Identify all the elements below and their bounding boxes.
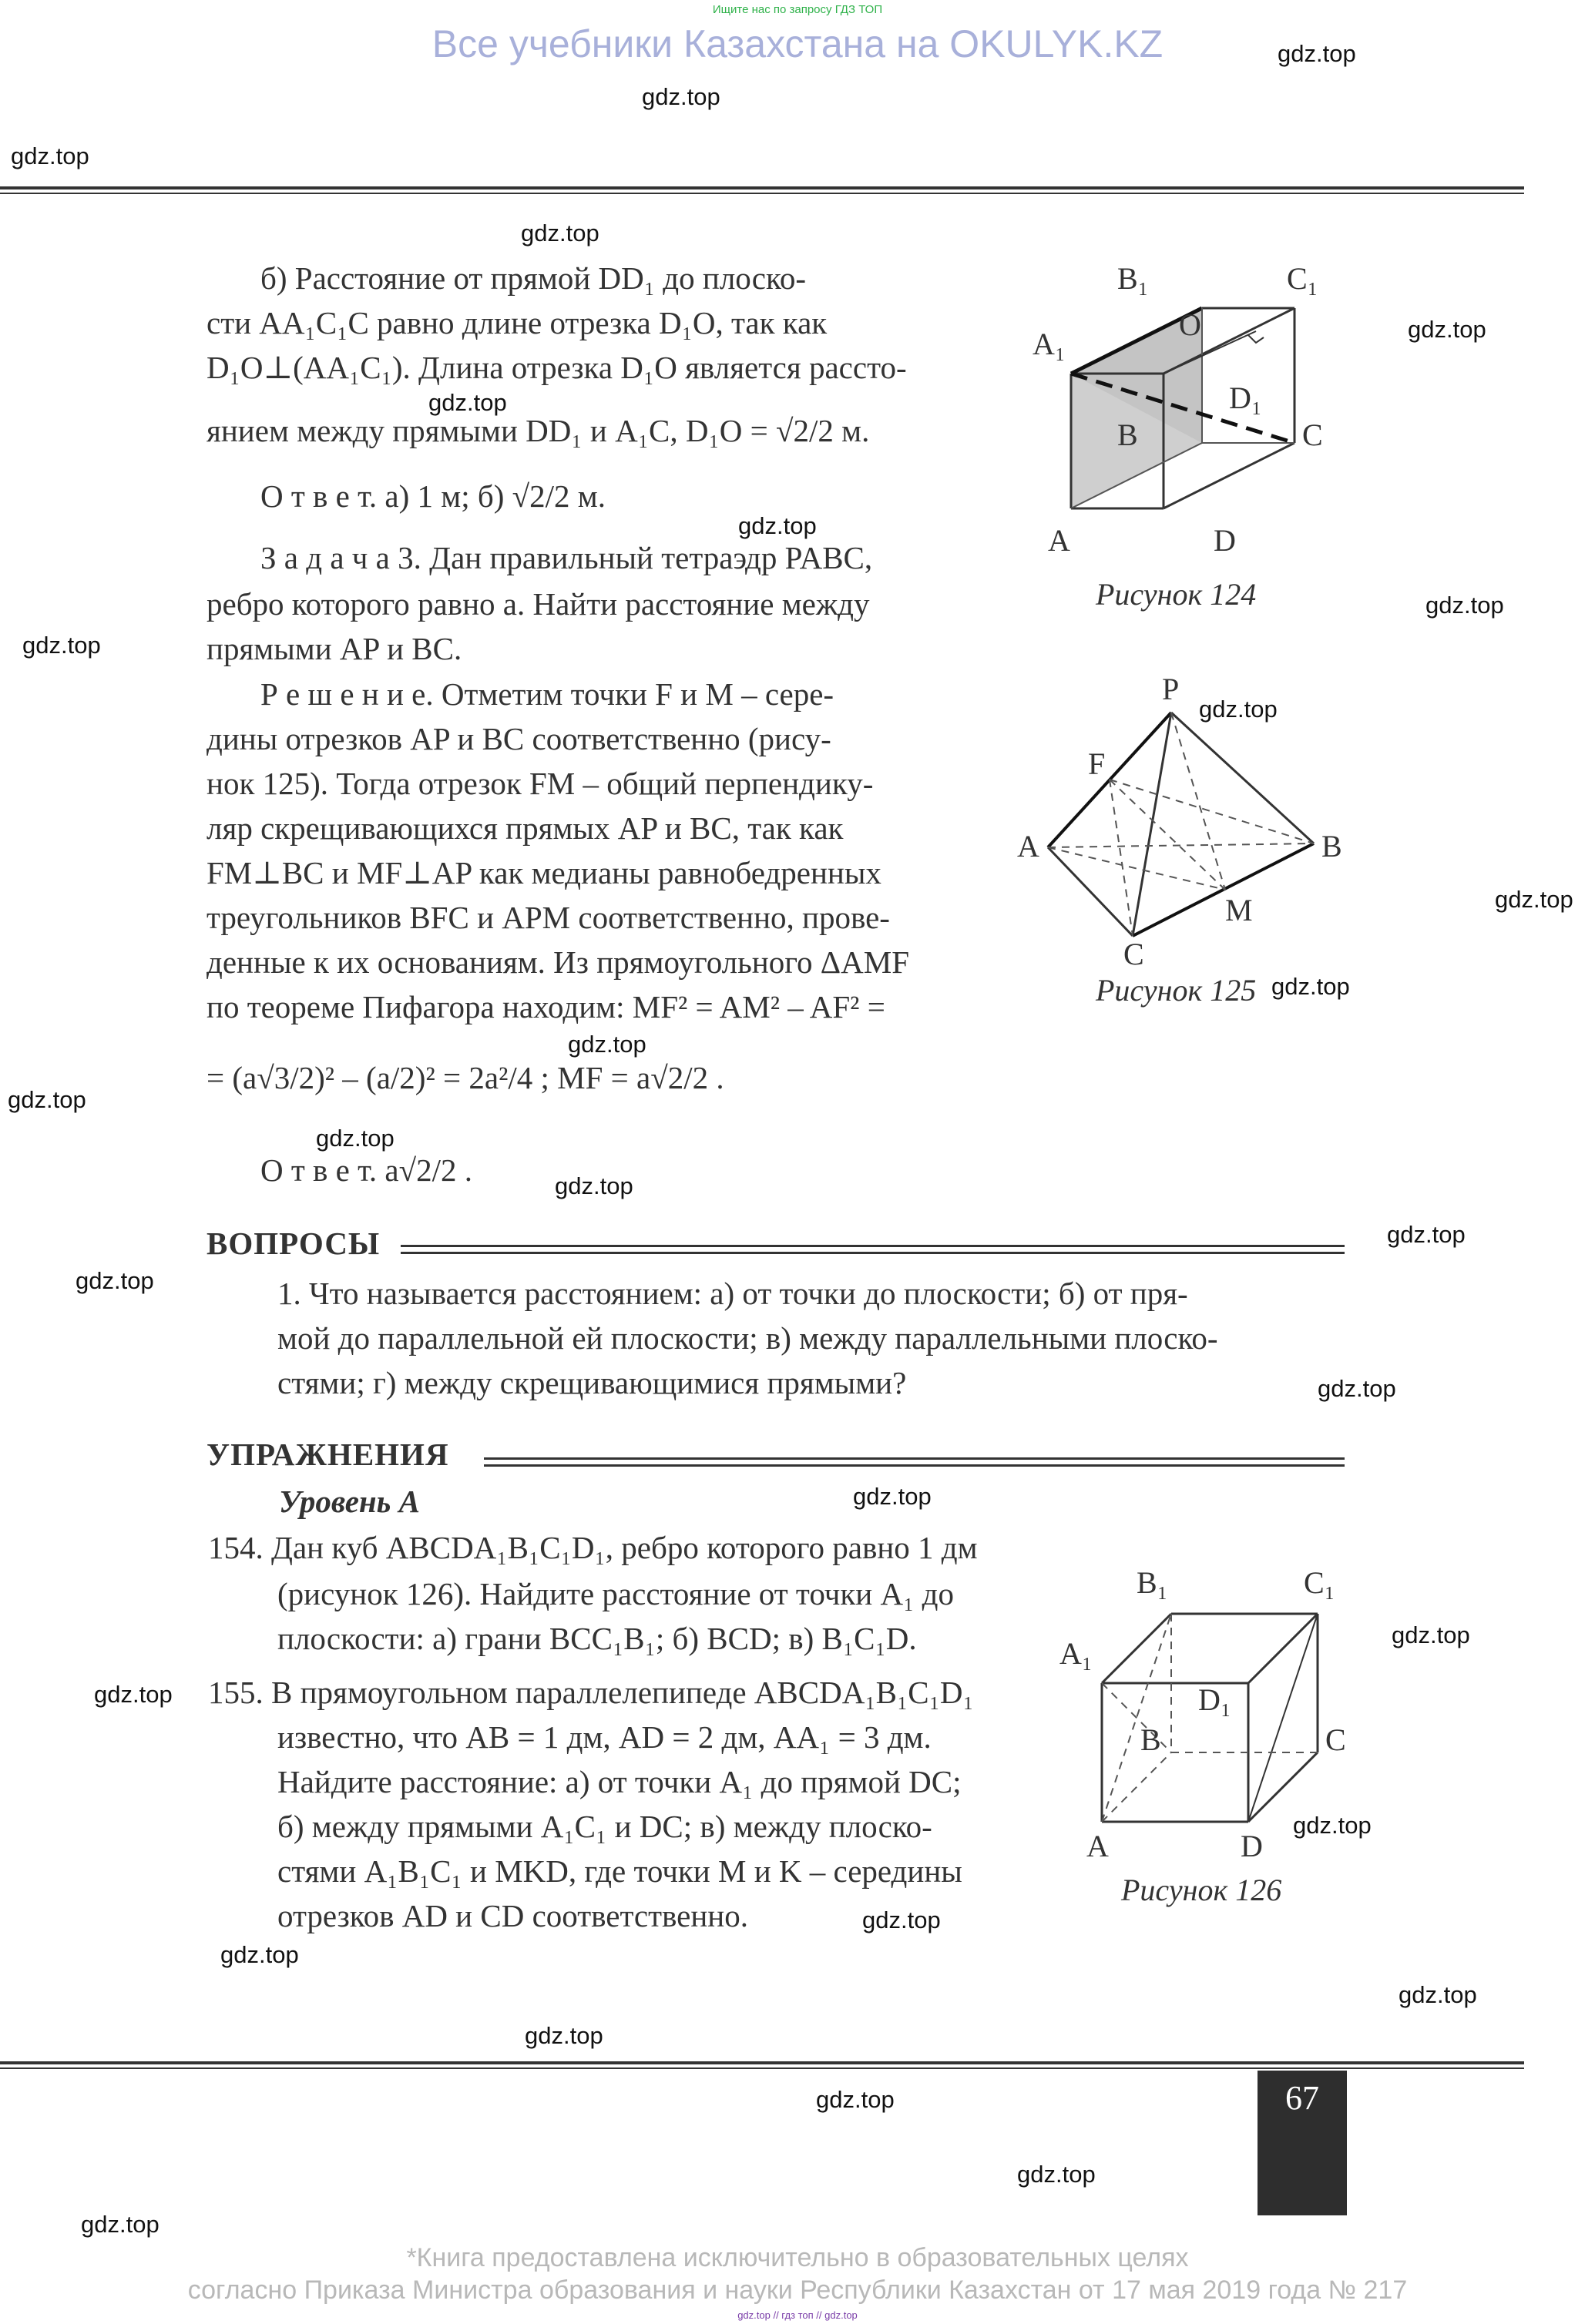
questions-rule [401, 1245, 1345, 1254]
fig125-label: F [1088, 746, 1106, 781]
watermark: gdz.top [642, 83, 720, 110]
watermark: gdz.top [1408, 316, 1486, 343]
exercise-155-line: стями A₁B₁C₁ и MKD, где точки M и K – середины [277, 1853, 962, 1889]
fig124-label: C [1302, 418, 1323, 452]
fig126-label: D [1241, 1829, 1263, 1863]
answer-2: О т в е т. a√2/2 . [260, 1152, 473, 1188]
figure-124 [1025, 254, 1348, 624]
answer-1: О т в е т. а) 1 м; б) √2/2 м. [260, 478, 606, 514]
fig126-label: D₁ [1198, 1682, 1231, 1717]
solution-3-line: ляр скрещивающихся прямых AP и BC, так как [207, 810, 844, 846]
fig126-hidden-edge [1102, 1752, 1171, 1822]
watermark: gdz.top [1425, 592, 1504, 619]
fig124-label: C₁ [1287, 261, 1318, 296]
exercise-154-line: (рисунок 126). Найдите расстояние от точки A₁ до [277, 1576, 954, 1611]
fig125-fb [1110, 780, 1314, 843]
solution-3-line: дины отрезков AP и BC соответственно (рису- [207, 721, 831, 756]
watermark: gdz.top [76, 1267, 154, 1294]
fig125-am [1048, 847, 1225, 890]
exercise-154-line: плоскости: а) грани BCC₁B₁; б) BCD; в) B₁C₁D. [277, 1621, 917, 1656]
fig126-label: C [1325, 1722, 1346, 1757]
exercise-155-line: известно, что AB = 1 дм, AD = 2 дм, AA₁ = 3 дм. [277, 1719, 932, 1755]
fig125-label: M [1225, 893, 1253, 927]
fig126-label: B [1140, 1722, 1161, 1757]
watermark: gdz.top [1495, 886, 1573, 913]
solution-line: янием между прямыми DD₁ и A₁C, D₁O = √2/2 м. [207, 413, 870, 448]
exercise-155: 155. В прямоугольном параллелепипеде ABCDA₁B₁C₁D₁ [208, 1675, 974, 1710]
exercise-154: 154. Дан куб ABCDA₁B₁C₁D₁, ребро которого равно 1 дм [208, 1530, 978, 1565]
fig126-label: A [1086, 1829, 1109, 1863]
exercise-155-line: отрезков AD и CD соответственно. [277, 1898, 748, 1933]
watermark: gdz.top [525, 2022, 603, 2049]
fig124-label: A₁ [1033, 327, 1066, 361]
watermark: gdz.top [316, 1125, 395, 1152]
exercise-155-line: б) между прямыми A₁C₁ и DC; в) между плоско- [277, 1809, 932, 1844]
watermark: gdz.top [555, 1172, 633, 1199]
watermark: gdz.top [1318, 1375, 1396, 1402]
top-rule-thin [0, 193, 1524, 194]
fig126-label: C₁ [1304, 1565, 1335, 1600]
fig125-caption: Рисунок 125 [1096, 973, 1257, 1008]
question-line: мой до параллельной ей плоскости; в) между параллельными плоско- [277, 1320, 1218, 1356]
fig124-label: D₁ [1229, 381, 1262, 415]
level-heading: Уровень А [279, 1484, 420, 1519]
fig126-label: B₁ [1137, 1565, 1168, 1600]
fig125-edge [1171, 713, 1314, 843]
watermark: gdz.top [568, 1031, 646, 1058]
fig126-caption: Рисунок 126 [1121, 1873, 1282, 1907]
figure-125 [1009, 672, 1364, 971]
fig126-diagonal [1248, 1614, 1318, 1822]
bottom-rule [0, 2061, 1524, 2064]
bottom-rule-thin [0, 2067, 1524, 2069]
fig125-label: B [1321, 829, 1342, 864]
task-3-line: З а д а ч а 3. Дан правильный тетраэдр PABC, [260, 540, 873, 575]
watermark: gdz.top [1199, 696, 1278, 723]
exercises-rule [484, 1457, 1345, 1467]
question-line: 1. Что называется расстоянием: а) от точки до плоскости; б) от пря- [277, 1276, 1188, 1311]
solution-3-line: Р е ш е н и е. Отметим точки F и M – сере- [260, 676, 834, 712]
fig125-label: C [1123, 937, 1144, 971]
task-3-line: прямыми AP и BC. [207, 631, 462, 666]
fig126-label: A₁ [1059, 1636, 1093, 1671]
fig125-fc [1110, 780, 1133, 936]
solution-line: сти AA₁C₁C равно длине отрезка D₁O, так как [207, 305, 828, 340]
page-number: 67 [1285, 2079, 1319, 2117]
watermark: gdz.top [1399, 1981, 1477, 2008]
watermark: gdz.top [94, 1681, 173, 1708]
watermark: gdz.top [1271, 973, 1350, 1000]
questions-title: ВОПРОСЫ [207, 1226, 381, 1261]
solution-3-line: денные к их основаниям. Из прямоугольного ΔAMF [207, 944, 910, 980]
fig124-label: B₁ [1117, 261, 1149, 296]
watermark: gdz.top [220, 1941, 299, 1968]
exercises-title: УПРАЖНЕНИЯ [207, 1437, 449, 1472]
watermark: gdz.top [853, 1483, 932, 1510]
fig125-edge [1048, 847, 1133, 936]
watermark: gdz.top [428, 389, 507, 416]
fig124-label: B [1117, 418, 1138, 452]
watermark: gdz.top [1017, 2161, 1096, 2188]
watermark: gdz.top [11, 143, 89, 169]
site-banner[interactable]: Все учебники Казахстана на OKULYK.KZ [431, 22, 1164, 65]
question-line: стями; г) между скрещивающимися прямыми? [277, 1365, 907, 1400]
watermark: gdz.top [1387, 1221, 1466, 1248]
fig125-label: A [1017, 829, 1039, 864]
footer-line: *Книга предоставлена исключительно в образовательных целях [406, 2243, 1189, 2272]
fig124-label: A [1048, 523, 1070, 558]
fig124-caption: Рисунок 124 [1096, 577, 1257, 612]
watermark: gdz.top [1392, 1621, 1470, 1648]
exercise-155-line: Найдите расстояние: а) от точки A₁ до прямой DC; [277, 1764, 962, 1799]
watermark: gdz.top [8, 1086, 86, 1113]
watermark: gdz.top [1293, 1812, 1372, 1839]
watermark: gdz.top [862, 1906, 941, 1933]
watermark: gdz.top [81, 2211, 160, 2238]
fig124-right-angle [1248, 335, 1264, 343]
page-number-box [1258, 2071, 1347, 2215]
top-note: Ищите нас по запросу ГДЗ ТОП [712, 3, 883, 16]
watermark: gdz.top [816, 2086, 895, 2113]
watermark: gdz.top [738, 512, 817, 539]
fig125-label: P [1162, 672, 1180, 706]
solution-line: D₁O⊥(AA₁C₁). Длина отрезка D₁O является рассто- [207, 350, 907, 385]
top-rule [0, 186, 1524, 189]
footer-line: согласно Приказа Министра образования и науки Республики Казахстан от 17 мая 2019 года № 217 [187, 2275, 1408, 2305]
watermark: gdz.top [521, 220, 599, 246]
footer-small[interactable]: gdz.top // гдз топ // gdz.top [737, 2309, 858, 2321]
formula-line: = (a√3/2)² – (a/2)² = 2a²/4 ; MF = a√2/2 . [207, 1060, 724, 1095]
solution-3-line: нок 125). Тогда отрезок FM – общий перпендику- [207, 766, 874, 801]
task-3-line: ребро которого равно a. Найти расстояние между [207, 586, 870, 622]
fig125-edge [1133, 713, 1171, 936]
fig126-edge [1248, 1614, 1318, 1683]
fig124-label: O [1179, 307, 1201, 342]
solution-3-line: треугольников BFC и APM соответственно, прове- [207, 900, 890, 935]
watermark: gdz.top [1278, 40, 1356, 67]
solution-3-line: по теореме Пифагора находим: MF² = AM² – AF² = [207, 989, 885, 1025]
fig124-label: D [1214, 523, 1236, 558]
fig126-edge [1102, 1614, 1171, 1683]
watermark: gdz.top [22, 632, 101, 659]
solution-3-line: FM⊥BC и MF⊥AP как медианы равнобедренных [207, 855, 881, 890]
solution-line: б) Расстояние от прямой DD₁ до плоско- [260, 260, 806, 296]
